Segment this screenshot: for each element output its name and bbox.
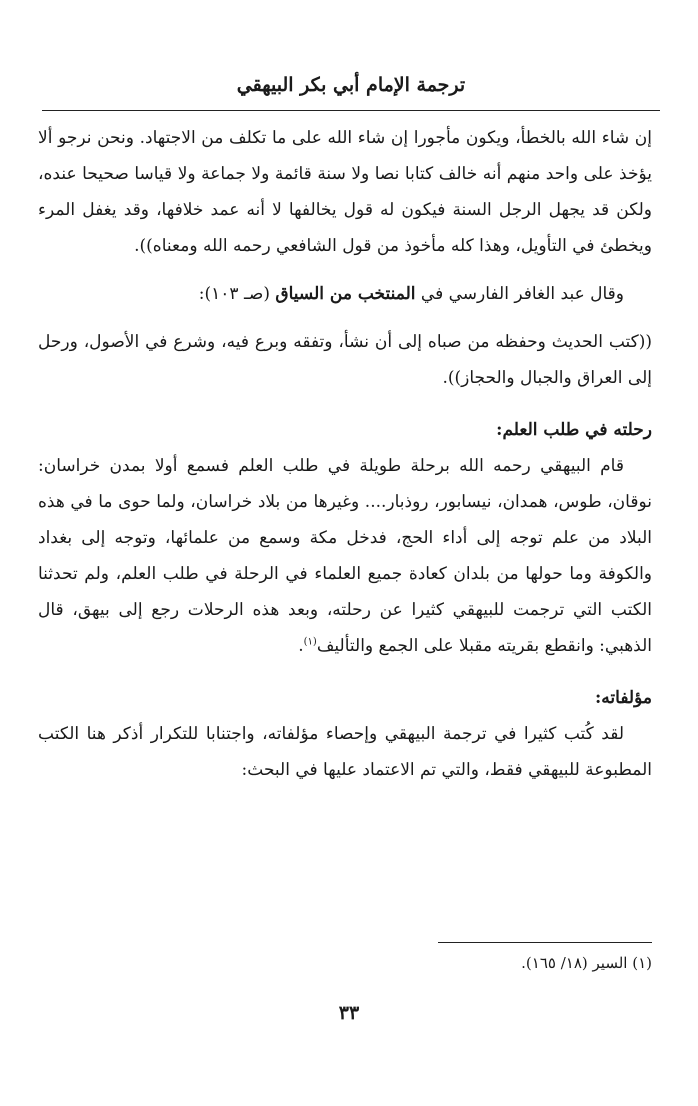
section-heading-works: مؤلفاته:	[595, 688, 652, 708]
header-rule	[42, 110, 660, 111]
section-heading-travels: رحلته في طلب العلم:	[496, 420, 652, 440]
footnote: (١) السير (١٨/ ١٦٥).	[521, 954, 652, 972]
paragraph-continuation: إن شاء الله بالخطأ، ويكون مأجورا إن شاء الله على ما تكلف من الاجتهاد. ونحن نرجو ألا يؤخذ على واحد منهم أنه خالف كتابا نصا ولا سنة قائمة ولا جماعة ولا قياسا صحيحا عنده، ولكن قد يجهل الرجل السنة فيكون له قول يخالفها لا أنه عمد خلافها، وقد يغفل المرء ويخطئ في التأويل، وهذا كله مأخوذ من قول الشافعي رحمه الله ومعناه)).	[38, 128, 652, 256]
page-number: ٣٣	[338, 1002, 360, 1024]
page-reference: (صـ ١٠٣):	[198, 284, 276, 304]
quote-intro-text: وقال عبد الغافر الفارسي في	[415, 284, 624, 304]
paragraph-works: لقد كُتب كثيرا في ترجمة البيهقي وإحصاء مؤلفاته، واجتنابا للتكرار أذكر هنا الكتب المطبوعة للبيهقي فقط، والتي تم الاعتماد عليها في البحث:	[38, 724, 652, 780]
running-header: ترجمة الإمام أبي بكر البيهقي	[236, 74, 466, 96]
footnote-rule	[438, 942, 652, 943]
footnote-marker: (١)	[303, 636, 317, 648]
paragraph-travels	[38, 448, 652, 664]
body-text	[38, 120, 652, 788]
book-title: المنتخب من السياق	[275, 284, 416, 304]
paragraph-quote-intro	[38, 276, 652, 312]
travels-text: قام البيهقي رحمه الله برحلة طويلة في طلب العلم فسمع أولا بمدن خراسان: نوقان، طوس، همدان، نيسابور، روذبار.... وغيرها من بلاد خراسان، ولما حوى ما في هذه البلاد من علم توجه إلى أداء الحج، فدخل مكة وسمع من علمائها، وتوجه إلى بغداد والكوفة وما حولها من بلدان كعادة جميع العلماء في الرحلة في طلب العلم، ولم تحدثنا الكتب التي ترجمت للبيهقي كثيرا عن رحلته، وبعد هذه الرحلات رجع إلى بيهق، قال الذهبي: وانقطع بقريته مقبلا على الجمع والتأليف	[38, 456, 652, 656]
paragraph-quote: ((كتب الحديث وحفظه من صباه إلى أن نشأ، وتفقه وبرع فيه، وشرع في الأصول، ورحل إلى العراق والجبال والحجاز)).	[38, 332, 652, 388]
travels-end: .	[298, 636, 304, 656]
